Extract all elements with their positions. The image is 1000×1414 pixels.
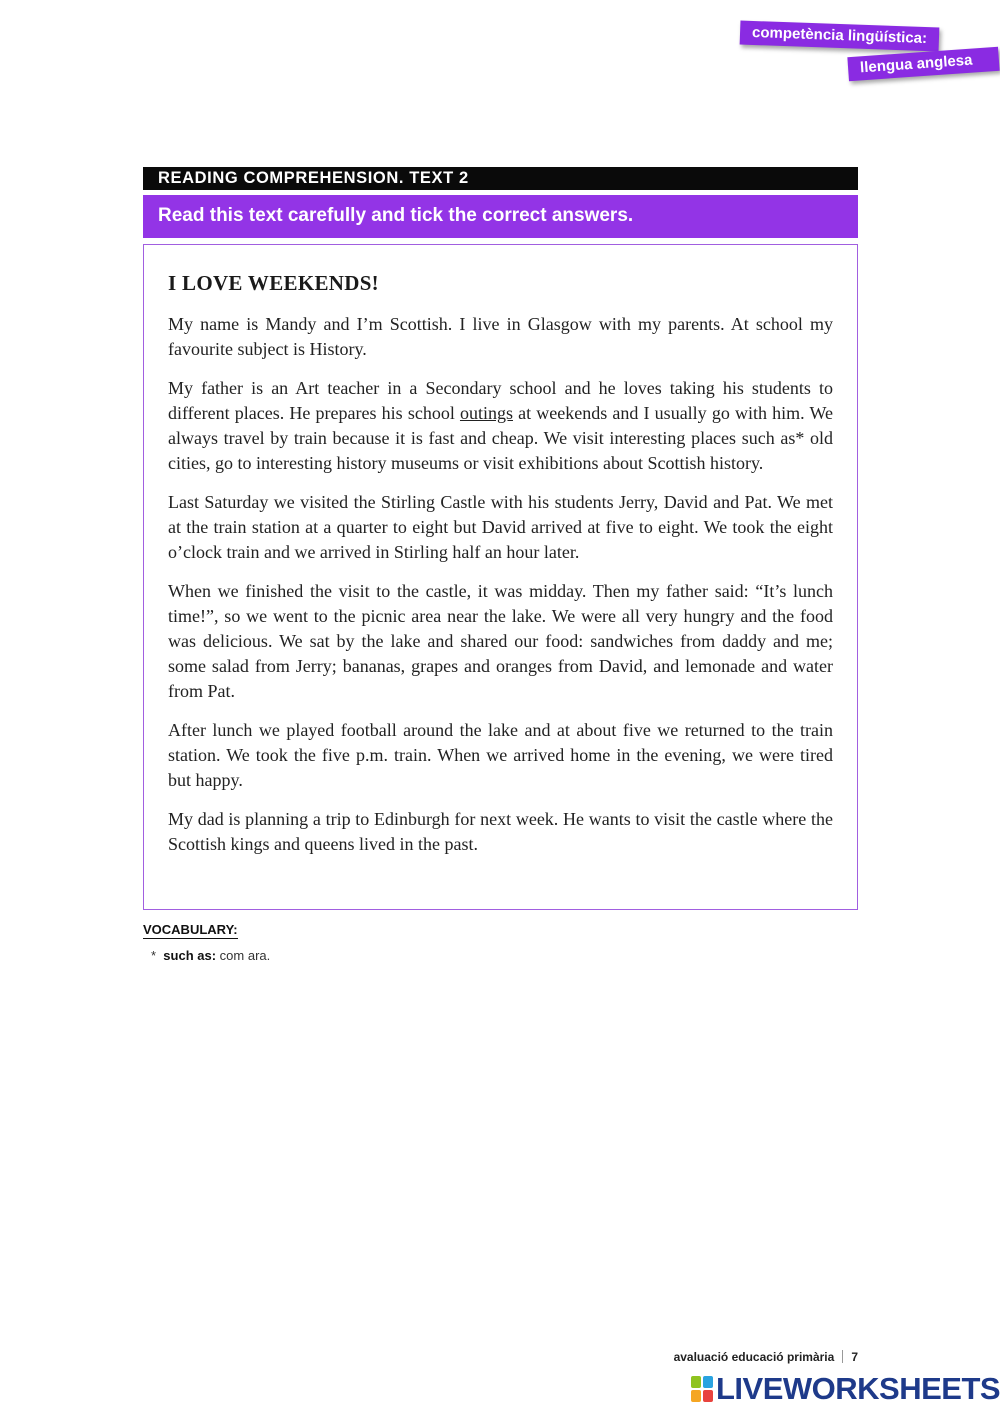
vocabulary-title: VOCABULARY: <box>143 922 238 937</box>
paragraph-2-start: My father is an Art teacher in a Secondary school and he loves taking his students to different places. He prepares his school <box>168 378 833 423</box>
paragraph-4: When we finished the visit to the castle, it was midday. Then my father said: “It’s lunch time!”, so we went to the picnic area near the lake. We were all very hungry and the food was delicious. We sat by the lake and shared our food: sandwiches from daddy and me; some salad from Jerry; bananas, grapes and oranges from David, and lemonade and water from Pat. <box>168 581 833 701</box>
footer-divider <box>842 1350 843 1363</box>
liveworksheets-logo-icon <box>691 1376 713 1402</box>
paragraph-2 <box>168 376 833 476</box>
vocabulary-definition: com ara. <box>219 948 271 963</box>
instruction-banner: Read this text carefully and tick the correct answers. <box>143 195 858 238</box>
vocabulary-item <box>151 948 270 963</box>
paragraph-2-end: at weekends and I usually go with him. We always travel by train because it is fast and cheap. We visit interesting places such as* old cities, go to interesting history museums or visit exhibitions about Scottish history. <box>168 403 834 473</box>
paragraph-1: My name is Mandy and I’m Scottish. I live in Glasgow with my parents. At school my favourite subject is History. <box>168 314 833 359</box>
vocabulary-term: such as: <box>163 948 217 963</box>
section-header: READING COMPREHENSION. TEXT 2 <box>143 167 858 190</box>
page-number: 7 <box>851 1350 858 1364</box>
brand-name: LIVEWORKSHEETS <box>716 1371 1000 1406</box>
reading-text-box <box>143 244 858 910</box>
subject-tag-competence: competència lingüística: <box>740 21 940 52</box>
story-title: I LOVE WEEKENDS! <box>168 271 379 295</box>
subject-tag-language: llengua anglesa <box>847 47 999 81</box>
paragraph-3: Last Saturday we visited the Stirling Castle with his students Jerry, David and Pat. We met at the train station at a quarter to eight but David arrived at five to eight. We took the eight o’clock train and we arrived in Stirling half an hour later. <box>168 492 833 562</box>
page-footer <box>674 1350 858 1364</box>
paragraph-5: After lunch we played football around the lake and at about five we returned to the train station. We took the five p.m. train. When we arrived home in the evening, we were tired but happy. <box>168 720 833 790</box>
liveworksheets-brand[interactable] <box>691 1372 1000 1406</box>
vocabulary-marker: * <box>151 948 157 963</box>
paragraph-6: My dad is planning a trip to Edinburgh for next week. He wants to visit the castle where the Scottish kings and queens lived in the past. <box>168 809 833 854</box>
footer-label: avaluació educació primària <box>673 1350 835 1364</box>
underlined-word-outings: outings <box>459 403 513 423</box>
